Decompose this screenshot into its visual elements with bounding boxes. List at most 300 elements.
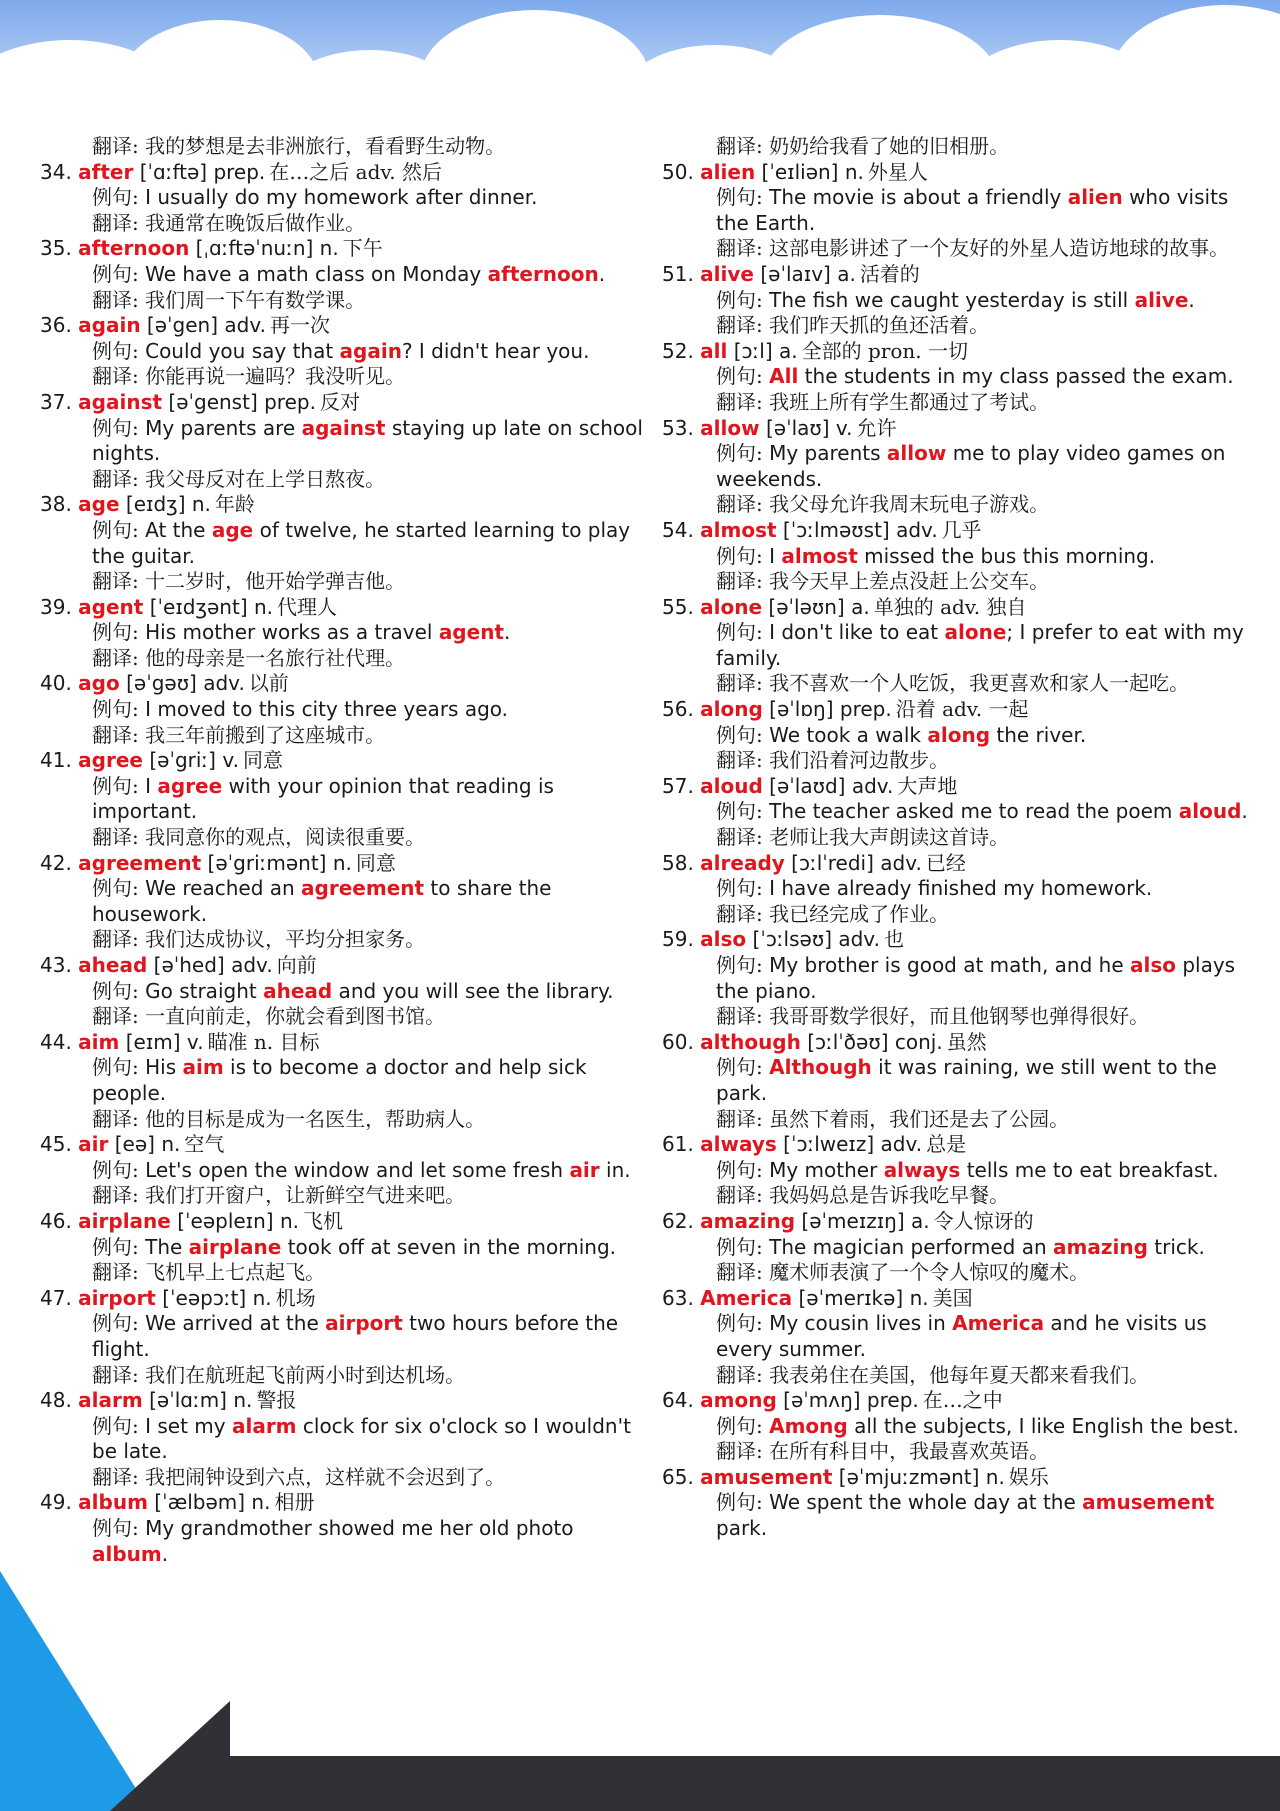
- vocab-entry-head: [40, 160, 655, 186]
- entry-number: 41.: [40, 748, 72, 773]
- example-text: I usually do my homework after dinner.: [145, 185, 538, 210]
- translation-text: 奶奶给我看了她的旧相册。: [769, 134, 1010, 158]
- translation-text: 我今天早上差点没赶上公交车。: [769, 569, 1050, 594]
- translation-text: 我的梦想是去非洲旅行，看看野生动物。: [145, 134, 506, 158]
- example-text: My mother: [769, 1157, 884, 1182]
- translation-text: 我哥哥数学很好，而且他钢琴也弹得很好。: [769, 1004, 1150, 1029]
- headword: alone: [700, 594, 763, 619]
- phonetic-pos: [əˈlaʊ] v.: [759, 415, 853, 440]
- phonetic-pos: [əˈlɒŋ] prep.: [762, 697, 892, 722]
- entry-number: 52.: [662, 338, 694, 363]
- chinese-meaning: 虽然: [946, 1029, 987, 1054]
- translation-line: [40, 1363, 655, 1389]
- entry-number: 60.: [662, 1029, 694, 1054]
- highlighted-word: amazing: [1053, 1234, 1148, 1259]
- translation-text: 我班上所有学生都通过了考试。: [769, 389, 1050, 414]
- example-sentence: [40, 774, 655, 825]
- translation-line: [40, 569, 655, 595]
- example-text: is to become a doctor and help sick people.: [92, 1055, 587, 1105]
- translation-label: 翻译:: [716, 1362, 763, 1387]
- example-text: The magician performed an: [769, 1234, 1053, 1259]
- example-label: 例句:: [716, 1055, 763, 1080]
- entry-number: 64.: [662, 1388, 694, 1413]
- phonetic-pos: [eɪm] v.: [119, 1029, 204, 1054]
- translation-text: 我父母允许我周末玩电子游戏。: [769, 492, 1050, 517]
- chinese-meaning: 向前: [276, 953, 317, 977]
- highlighted-word: also: [1129, 953, 1176, 977]
- example-text: all the subjects, I like English the best.: [847, 1413, 1239, 1438]
- highlighted-word: agent: [438, 620, 504, 645]
- headword: America: [700, 1285, 793, 1310]
- translation-line: [40, 927, 655, 953]
- example-sentence: [662, 876, 1262, 902]
- phonetic-pos: [əˈgenst] prep.: [162, 389, 316, 414]
- translation-text: 我不喜欢一个人吃饭，我更喜欢和家人一起吃。: [769, 671, 1190, 696]
- translation-label: 翻译:: [92, 210, 139, 235]
- highlighted-word: along: [927, 722, 991, 747]
- translation-line: [662, 492, 1262, 518]
- header-sky-banner: [0, 0, 1280, 135]
- phonetic-pos: [ˈeɪliən] n.: [755, 159, 864, 184]
- example-text: missed the bus this morning.: [857, 543, 1156, 568]
- highlighted-word: ahead: [263, 978, 333, 1003]
- translation-label: 翻译:: [92, 1464, 139, 1489]
- example-text: I moved to this city three years ago.: [145, 697, 509, 722]
- example-sentence: [40, 620, 655, 646]
- translation-line: [662, 748, 1262, 774]
- phonetic-pos: [əˈlaʊd] adv.: [762, 773, 894, 798]
- example-text: the river.: [990, 722, 1087, 747]
- highlighted-word: alive: [1134, 287, 1189, 312]
- translation-label: 翻译:: [92, 645, 139, 670]
- phonetic-pos: [əˈgen] adv.: [140, 313, 266, 338]
- entry-number: 35.: [40, 236, 72, 261]
- chinese-meaning: 沿着 adv. 一起: [895, 697, 1029, 722]
- chinese-meaning: 在…之中: [922, 1388, 1003, 1413]
- translation-line: [662, 1004, 1262, 1030]
- translation-line: [662, 1107, 1262, 1133]
- footer-slant: [110, 1701, 230, 1811]
- example-sentence: [40, 1235, 655, 1261]
- example-text: it was raining, we still went to the park.: [716, 1055, 1217, 1105]
- highlighted-word: alarm: [231, 1413, 297, 1438]
- translation-line: [662, 313, 1262, 339]
- chinese-meaning: 娱乐: [1008, 1464, 1049, 1489]
- example-text: I have already finished my homework.: [769, 876, 1153, 901]
- example-label: 例句:: [92, 1234, 139, 1259]
- example-label: 例句:: [92, 620, 139, 645]
- translation-label: 翻译:: [92, 722, 139, 747]
- translation-line: [662, 390, 1262, 416]
- vocab-entry-head: [662, 1465, 1262, 1491]
- entry-number: 39.: [40, 594, 72, 619]
- translation-label: 翻译:: [92, 287, 139, 312]
- example-sentence: [40, 1158, 655, 1184]
- entry-number: 54.: [662, 517, 694, 542]
- translation-line: [40, 467, 655, 493]
- example-label: 例句:: [716, 953, 763, 977]
- highlighted-word: air: [569, 1157, 600, 1182]
- vocab-entry-head: [40, 236, 655, 262]
- example-sentence: [40, 185, 655, 211]
- headword: also: [700, 927, 747, 952]
- example-sentence: [662, 441, 1262, 492]
- example-sentence: [662, 799, 1262, 825]
- translation-label: 翻译:: [716, 236, 763, 261]
- entry-number: 65.: [662, 1464, 694, 1489]
- translation-label: 翻译:: [92, 466, 139, 491]
- example-text: The: [145, 1234, 189, 1259]
- vocab-entry-head: [40, 595, 655, 621]
- entry-number: 55.: [662, 594, 694, 619]
- chinese-meaning: 同意: [355, 850, 396, 875]
- example-sentence: [662, 1490, 1262, 1541]
- example-label: 例句:: [92, 1311, 139, 1336]
- example-text: Let's open the window and let some fresh: [145, 1157, 570, 1182]
- example-sentence: [40, 1516, 655, 1567]
- translation-label: 翻译:: [716, 569, 763, 594]
- headword: afternoon: [78, 236, 190, 261]
- example-sentence: [662, 953, 1262, 1004]
- example-label: 例句:: [716, 876, 763, 901]
- example-sentence: [40, 518, 655, 569]
- example-text: of twelve, he started learning to play the guitar.: [92, 517, 631, 568]
- vocab-entry-head: [40, 1286, 655, 1312]
- highlighted-word: always: [883, 1157, 961, 1182]
- example-sentence: [40, 339, 655, 365]
- translation-text: 十二岁时，他开始学弹吉他。: [145, 569, 406, 594]
- entry-number: 57.: [662, 773, 694, 798]
- vocab-entry-head: [40, 492, 655, 518]
- vocab-entry-head: [40, 748, 655, 774]
- headword: airplane: [78, 1208, 171, 1233]
- entry-number: 38.: [40, 492, 72, 517]
- example-text: My parents: [769, 441, 887, 466]
- entry-number: 56.: [662, 697, 694, 722]
- vocab-entry-head: [662, 1132, 1262, 1158]
- example-text: ; I prefer to eat with my family.: [716, 620, 1244, 670]
- translation-line: [662, 1260, 1262, 1286]
- entry-number: 62.: [662, 1208, 694, 1233]
- headword: air: [78, 1132, 109, 1157]
- chinese-meaning: 警报: [256, 1388, 297, 1413]
- translation-line: [662, 1363, 1262, 1389]
- example-label: 例句:: [92, 978, 139, 1003]
- translation-line: [40, 825, 655, 851]
- chinese-meaning: 已经: [925, 850, 966, 875]
- headword: along: [700, 697, 763, 722]
- example-text: .: [1241, 799, 1248, 824]
- entry-number: 37.: [40, 389, 72, 414]
- phonetic-pos: [əˈmeɪzɪŋ] a.: [795, 1208, 930, 1233]
- vocab-entry-head: [662, 851, 1262, 877]
- vocab-entry-head: [40, 390, 655, 416]
- chinese-meaning: 再一次: [269, 313, 330, 338]
- entry-number: 43.: [40, 953, 72, 977]
- example-text: park.: [716, 1516, 768, 1541]
- headword: ago: [78, 671, 120, 696]
- example-sentence: [662, 185, 1262, 236]
- example-text: My grandmother showed me her old photo: [145, 1516, 574, 1541]
- headword: already: [700, 850, 785, 875]
- footer-dark-bar: [228, 1756, 1280, 1811]
- headword: agree: [78, 748, 143, 773]
- highlighted-word: afternoon: [487, 261, 599, 286]
- headword: among: [700, 1388, 777, 1413]
- translation-text: 我三年前搬到了这座城市。: [145, 722, 386, 747]
- highlighted-word: Although: [769, 1055, 872, 1080]
- entry-number: 44.: [40, 1029, 72, 1054]
- vocab-entry-head: [662, 595, 1262, 621]
- phonetic-pos: [ˈeəpɔːt] n.: [155, 1285, 272, 1310]
- example-text: .: [1188, 287, 1195, 312]
- example-label: 例句:: [716, 1490, 763, 1515]
- example-text: plays the piano.: [716, 953, 1236, 1003]
- example-label: 例句:: [716, 364, 763, 389]
- translation-text: 一直向前走，你就会看到图书馆。: [145, 1004, 446, 1029]
- example-text: The fish we caught yesterday is still: [769, 287, 1135, 312]
- example-text: .: [598, 261, 606, 286]
- highlighted-word: agree: [157, 773, 223, 798]
- translation-label: 翻译:: [716, 1260, 763, 1285]
- example-text: The teacher asked me to read the poem: [769, 799, 1179, 824]
- example-sentence: [662, 723, 1262, 749]
- entry-number: 63.: [662, 1285, 694, 1310]
- translation-text: 他的目标是成为一名医生，帮助病人。: [145, 1106, 486, 1131]
- example-text: My parents are: [145, 415, 302, 440]
- example-sentence: [662, 1311, 1262, 1362]
- headword: aloud: [700, 773, 763, 798]
- example-text: I set my: [145, 1413, 232, 1438]
- translation-label: 翻译:: [716, 1106, 763, 1131]
- left-column: [40, 134, 655, 1567]
- chinese-meaning: 全部的 pron. 一切: [801, 338, 968, 363]
- example-label: 例句:: [92, 185, 139, 210]
- translation-line: [40, 211, 655, 237]
- highlighted-word: again: [339, 338, 402, 363]
- highlighted-word: amusement: [1082, 1490, 1215, 1515]
- chinese-meaning: 美国: [932, 1285, 973, 1310]
- translation-text: 我们昨天抓的鱼还活着。: [769, 313, 990, 338]
- phonetic-pos: [əˈhed] adv.: [147, 953, 273, 977]
- highlighted-word: almost: [781, 543, 858, 568]
- vocab-entry-head: [40, 1132, 655, 1158]
- top-translation-line: [662, 134, 1262, 160]
- vocab-entry-head: [40, 1209, 655, 1235]
- entry-number: 47.: [40, 1285, 72, 1310]
- entry-number: 48.: [40, 1388, 72, 1413]
- example-text: My brother is good at math, and he: [769, 953, 1130, 977]
- translation-line: [662, 1439, 1262, 1465]
- phonetic-pos: [əˈmʌŋ] prep.: [776, 1388, 919, 1413]
- phonetic-pos: [ˈælbəm] n.: [147, 1490, 271, 1515]
- chinese-meaning: 反对: [319, 389, 360, 414]
- translation-label: 翻译:: [716, 1004, 763, 1029]
- chinese-meaning: 飞机: [302, 1208, 343, 1233]
- example-text: At the: [145, 517, 212, 542]
- entry-number: 61.: [662, 1132, 694, 1157]
- phonetic-pos: [ɔːl] a.: [727, 338, 798, 363]
- vocab-entry-head: [662, 262, 1262, 288]
- phonetic-pos: [ˈɔːlməʊst] adv.: [776, 517, 938, 542]
- entry-number: 50.: [662, 159, 694, 184]
- translation-label: 翻译:: [92, 569, 139, 594]
- headword: against: [78, 389, 163, 414]
- example-text: We arrived at the: [145, 1311, 326, 1336]
- highlighted-word: age: [211, 517, 254, 542]
- highlighted-word: All: [769, 364, 799, 389]
- headword: alarm: [78, 1388, 143, 1413]
- translation-label: 翻译:: [92, 134, 139, 158]
- headword: agreement: [78, 850, 202, 875]
- chinese-meaning: 允许: [856, 415, 897, 440]
- example-text: tells me to eat breakfast.: [960, 1157, 1219, 1182]
- headword: again: [78, 313, 141, 338]
- translation-line: [662, 236, 1262, 262]
- entry-number: 51.: [662, 261, 694, 286]
- vocab-entry-head: [662, 339, 1262, 365]
- translation-label: 翻译:: [716, 1183, 763, 1208]
- example-sentence: [662, 1235, 1262, 1261]
- vocab-entry-head: [662, 1388, 1262, 1414]
- translation-line: [662, 902, 1262, 928]
- translation-text: 虽然下着雨，我们还是去了公园。: [769, 1106, 1070, 1131]
- example-text: We reached an: [145, 876, 302, 901]
- example-label: 例句:: [92, 773, 139, 798]
- example-label: 例句:: [716, 185, 763, 210]
- example-text: .: [161, 1541, 169, 1566]
- example-sentence: [662, 288, 1262, 314]
- example-sentence: [40, 876, 655, 927]
- chinese-meaning: 大声地: [897, 773, 958, 798]
- vocab-entry-head: [40, 1388, 655, 1414]
- entry-number: 34.: [40, 159, 72, 184]
- headword: almost: [700, 517, 777, 542]
- headword: after: [78, 159, 134, 184]
- highlighted-word: agreement: [301, 876, 425, 901]
- translation-label: 翻译:: [92, 1106, 139, 1131]
- example-sentence: [40, 416, 655, 467]
- example-text: Go straight: [145, 978, 264, 1003]
- example-text: and he visits us every summer.: [716, 1311, 1207, 1361]
- translation-line: [40, 1004, 655, 1030]
- translation-label: 翻译:: [92, 1362, 139, 1387]
- entry-number: 42.: [40, 850, 72, 875]
- example-label: 例句:: [92, 697, 139, 722]
- example-text: My cousin lives in: [769, 1311, 953, 1336]
- translation-text: 在所有科目中，我最喜欢英语。: [769, 1439, 1050, 1464]
- translation-text: 我把闹钟设到六点，这样就不会迟到了。: [145, 1464, 506, 1489]
- entry-number: 45.: [40, 1132, 72, 1157]
- example-label: 例句:: [92, 261, 139, 286]
- chinese-meaning: 下午: [342, 236, 383, 261]
- phonetic-pos: [eɪdʒ] n.: [119, 492, 211, 517]
- vocab-entry-head: [40, 313, 655, 339]
- headword: amazing: [700, 1208, 796, 1233]
- example-sentence: [40, 1414, 655, 1465]
- translation-line: [40, 364, 655, 390]
- translation-text: 老师让我大声朗读这首诗。: [769, 825, 1010, 850]
- vocab-entry-head: [662, 160, 1262, 186]
- headword: all: [700, 338, 728, 363]
- chinese-meaning: 也: [883, 927, 904, 952]
- vocab-entry-head: [662, 927, 1262, 953]
- chinese-meaning: 外星人: [867, 159, 928, 184]
- example-sentence: [40, 1055, 655, 1106]
- translation-text: 这部电影讲述了一个友好的外星人造访地球的故事。: [769, 236, 1230, 261]
- example-text: We took a walk: [769, 722, 928, 747]
- translation-label: 翻译:: [716, 313, 763, 338]
- translation-label: 翻译:: [716, 825, 763, 850]
- chinese-meaning: 代理人: [277, 594, 338, 619]
- vocab-entry-head: [40, 1030, 655, 1056]
- highlighted-word: against: [301, 415, 386, 440]
- highlighted-word: allow: [886, 441, 947, 466]
- vocab-entry-head: [40, 953, 655, 979]
- example-sentence: [662, 1414, 1262, 1440]
- example-text: the students in my class passed the exam.: [798, 364, 1234, 389]
- entry-number: 53.: [662, 415, 694, 440]
- vocab-entry-head: [40, 671, 655, 697]
- vocab-entry-head: [662, 1209, 1262, 1235]
- translation-label: 翻译:: [716, 671, 763, 696]
- example-text: in.: [599, 1157, 631, 1182]
- translation-text: 他的母亲是一名旅行社代理。: [145, 645, 406, 670]
- example-sentence: [40, 262, 655, 288]
- translation-text: 我妈妈总是告诉我吃早餐。: [769, 1183, 1010, 1208]
- headword: album: [78, 1490, 148, 1515]
- translation-label: 翻译:: [716, 748, 763, 773]
- example-text: .: [504, 620, 511, 645]
- translation-text: 我父母反对在上学日熬夜。: [145, 466, 386, 491]
- example-label: 例句:: [716, 1413, 763, 1438]
- example-text: ? I didn't hear you.: [401, 338, 590, 363]
- translation-label: 翻译:: [92, 927, 139, 952]
- example-label: 例句:: [92, 338, 139, 363]
- headword: alien: [700, 159, 756, 184]
- translation-text: 我们在航班起飞前两小时到达机场。: [145, 1362, 466, 1387]
- entry-number: 46.: [40, 1208, 72, 1233]
- example-text: clock for six o'clock so I wouldn't be late.: [92, 1413, 631, 1464]
- example-text: staying up late on school nights.: [92, 415, 643, 466]
- phonetic-pos: [ˈeɪdʒənt] n.: [143, 594, 274, 619]
- example-text: I don't like to eat: [769, 620, 945, 645]
- translation-text: 我们达成协议，平均分担家务。: [145, 927, 426, 952]
- translation-text: 魔术师表演了一个令人惊叹的魔术。: [769, 1260, 1090, 1285]
- example-sentence: [40, 979, 655, 1005]
- translation-text: 我同意你的观点，阅读很重要。: [145, 825, 426, 850]
- example-label: 例句:: [716, 1311, 763, 1336]
- phonetic-pos: [ˈɔːlweɪz] adv.: [776, 1132, 923, 1157]
- chinese-meaning: 活着的: [859, 261, 920, 286]
- translation-label: 翻译:: [92, 825, 139, 850]
- example-sentence: [662, 364, 1262, 390]
- example-label: 例句:: [92, 517, 139, 542]
- chinese-meaning: 空气: [184, 1132, 225, 1157]
- headword: although: [700, 1029, 801, 1054]
- highlighted-word: aim: [182, 1055, 224, 1080]
- vocab-entry-head: [40, 851, 655, 877]
- translation-line: [40, 1260, 655, 1286]
- translation-line: [40, 1465, 655, 1491]
- chinese-meaning: 总是: [926, 1132, 967, 1157]
- translation-label: 翻译:: [92, 1183, 139, 1208]
- phonetic-pos: [ɔːlˈðəʊ] conj.: [800, 1029, 943, 1054]
- chinese-meaning: 年龄: [214, 492, 255, 517]
- highlighted-word: aloud: [1178, 799, 1242, 824]
- phonetic-pos: [əˈgriː] v.: [142, 748, 239, 773]
- phonetic-pos: [əˈgəʊ] adv.: [119, 671, 245, 696]
